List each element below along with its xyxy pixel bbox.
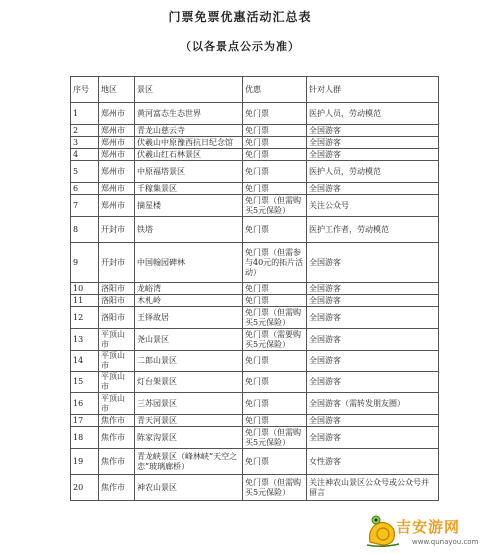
row-region: 郑州市: [99, 149, 135, 161]
row-region: 平顶山市: [99, 329, 135, 351]
table-row: [71, 415, 439, 427]
row-scenic-spot: 神农山景区: [135, 475, 243, 501]
row-region: 郑州市: [99, 125, 135, 137]
row-region: 焦作市: [99, 449, 135, 475]
row-target-group: 全国游客: [307, 307, 439, 329]
row-discount: 免门票: [243, 125, 307, 137]
row-scenic-spot: 黄河富态生态世界: [135, 103, 243, 125]
row-discount: 免门票: [243, 161, 307, 183]
row-scenic-spot: 木札岭: [135, 295, 243, 307]
row-region: 郑州市: [99, 161, 135, 183]
row-scenic-spot: 尧山景区: [135, 329, 243, 351]
row-discount: 免门票: [243, 103, 307, 125]
row-target-group: 全国游客: [307, 295, 439, 307]
table-row: [71, 125, 439, 137]
table-row: [71, 351, 439, 372]
row-index: 19: [71, 449, 99, 475]
row-target-group: 全国游客: [307, 183, 439, 195]
row-index: 6: [71, 183, 99, 195]
table-row: [71, 183, 439, 195]
row-scenic-spot: 青天河景区: [135, 415, 243, 427]
row-region: 郑州市: [99, 183, 135, 195]
row-discount: 免门票（需要购买5元保险）: [243, 329, 307, 351]
row-scenic-spot: 青龙山慈云寺: [135, 125, 243, 137]
row-index: 1: [71, 103, 99, 125]
row-discount: 免门票（但需购买5元保险）: [243, 307, 307, 329]
row-region: 洛阳市: [99, 283, 135, 295]
table-row: [71, 427, 439, 449]
row-region: 平顶山市: [99, 372, 135, 393]
table-row: [71, 217, 439, 243]
row-discount: 免门票: [243, 372, 307, 393]
table-row: [71, 137, 439, 149]
row-region: 洛阳市: [99, 307, 135, 329]
row-scenic-spot: 青龙峡景区（峰林峡“天空之恋”玻璃廊桥）: [135, 449, 243, 475]
row-discount: 免门票: [243, 149, 307, 161]
header-target-group: 针对人群: [307, 77, 439, 103]
row-index: 16: [71, 393, 99, 415]
row-discount: 免门票（但需购买5元保险）: [243, 427, 307, 449]
row-region: 焦作市: [99, 427, 135, 449]
table-row: [71, 449, 439, 475]
row-scenic-spot: 三苏园景区: [135, 393, 243, 415]
table-row: [71, 329, 439, 351]
row-index: 7: [71, 195, 99, 217]
document-title: 门票免票优惠活动汇总表: [168, 10, 312, 24]
row-target-group: 全国游客: [307, 427, 439, 449]
watermark-site-name: 吉安游网: [396, 518, 461, 536]
row-index: 20: [71, 475, 99, 501]
row-discount: 免门票: [243, 183, 307, 195]
header-index: 序号: [71, 77, 99, 103]
row-scenic-spot: 二郎山景区: [135, 351, 243, 372]
row-scenic-spot: 中国翰园碑林: [135, 243, 243, 283]
row-discount: 免门票: [243, 351, 307, 372]
row-target-group: 关注神农山景区公众号或公众号并留言: [307, 475, 439, 501]
row-scenic-spot: 千稼集景区: [135, 183, 243, 195]
row-region: 洛阳市: [99, 295, 135, 307]
table-row: [71, 295, 439, 307]
row-scenic-spot: 中原福塔景区: [135, 161, 243, 183]
row-discount: 免门票: [243, 449, 307, 475]
row-target-group: 医护人员，劳动模范: [307, 161, 439, 183]
table-row: [71, 307, 439, 329]
row-discount: 免门票: [243, 137, 307, 149]
table-header-row: [71, 77, 439, 103]
row-target-group: 全国游客: [307, 415, 439, 427]
table-row: [71, 103, 439, 125]
table-row: [71, 283, 439, 295]
row-target-group: 关注公众号: [307, 195, 439, 217]
row-index: 10: [71, 283, 99, 295]
row-region: 平顶山市: [99, 351, 135, 372]
document-subtitle: （以各景点公示为准）: [180, 40, 300, 53]
table-row: [71, 195, 439, 217]
row-discount: 免门票: [243, 217, 307, 243]
snail-mascot-icon: [366, 512, 400, 548]
row-index: 8: [71, 217, 99, 243]
row-scenic-spot: 灯台架景区: [135, 372, 243, 393]
row-index: 13: [71, 329, 99, 351]
row-scenic-spot: 陈家沟景区: [135, 427, 243, 449]
row-region: 开封市: [99, 243, 135, 283]
row-index: 12: [71, 307, 99, 329]
row-index: 15: [71, 372, 99, 393]
row-index: 3: [71, 137, 99, 149]
table-row: [71, 372, 439, 393]
row-target-group: 女性游客: [307, 449, 439, 475]
row-discount: 免门票（但需购买5元保险）: [243, 475, 307, 501]
row-region: 开封市: [99, 217, 135, 243]
header-region: 地区: [99, 77, 135, 103]
row-discount: 免门票: [243, 295, 307, 307]
row-discount: 免门票（但需参与40元的拓片活动）: [243, 243, 307, 283]
row-target-group: 全国游客: [307, 351, 439, 372]
row-index: 17: [71, 415, 99, 427]
row-target-group: 全国游客: [307, 372, 439, 393]
row-target-group: 全国游客: [307, 243, 439, 283]
header-scenic-spot: 景区: [135, 77, 243, 103]
row-target-group: 全国游客: [307, 125, 439, 137]
row-scenic-spot: 铁塔: [135, 217, 243, 243]
row-discount: 免门票: [243, 393, 307, 415]
table-row: [71, 393, 439, 415]
row-target-group: 全国游客: [307, 149, 439, 161]
row-target-group: 医护工作者，劳动模范: [307, 217, 439, 243]
row-index: 5: [71, 161, 99, 183]
row-discount: 免门票（但需购买5元保险）: [243, 195, 307, 217]
row-index: 14: [71, 351, 99, 372]
row-index: 18: [71, 427, 99, 449]
row-scenic-spot: 王铎故居: [135, 307, 243, 329]
row-region: 郑州市: [99, 195, 135, 217]
row-target-group: 全国游客: [307, 283, 439, 295]
row-target-group: 医护人员，劳动模范: [307, 103, 439, 125]
table-row: [71, 149, 439, 161]
row-index: 4: [71, 149, 99, 161]
row-target-group: 全国游客: [307, 137, 439, 149]
row-region: 平顶山市: [99, 393, 135, 415]
row-region: 焦作市: [99, 415, 135, 427]
watermark-site-url: www.qunayou.com: [412, 538, 479, 546]
row-target-group: 全国游客（需转发朋友圈）: [307, 393, 439, 415]
table-row: [71, 161, 439, 183]
ticket-discount-table: [70, 76, 439, 501]
row-discount: 免门票: [243, 283, 307, 295]
row-scenic-spot: 龙峪湾: [135, 283, 243, 295]
table-row: [71, 475, 439, 501]
row-region: 焦作市: [99, 475, 135, 501]
row-scenic-spot: 伏羲山中原豫西抗日纪念馆: [135, 137, 243, 149]
table-row: [71, 243, 439, 283]
site-watermark: [366, 508, 479, 552]
row-region: 郑州市: [99, 103, 135, 125]
row-discount: 免门票: [243, 415, 307, 427]
row-index: 2: [71, 125, 99, 137]
header-discount: 优惠: [243, 77, 307, 103]
row-index: 9: [71, 243, 99, 283]
row-index: 11: [71, 295, 99, 307]
row-target-group: 全国游客: [307, 329, 439, 351]
row-scenic-spot: 伏羲山红石林景区: [135, 149, 243, 161]
row-region: 郑州市: [99, 137, 135, 149]
row-scenic-spot: 摘星楼: [135, 195, 243, 217]
